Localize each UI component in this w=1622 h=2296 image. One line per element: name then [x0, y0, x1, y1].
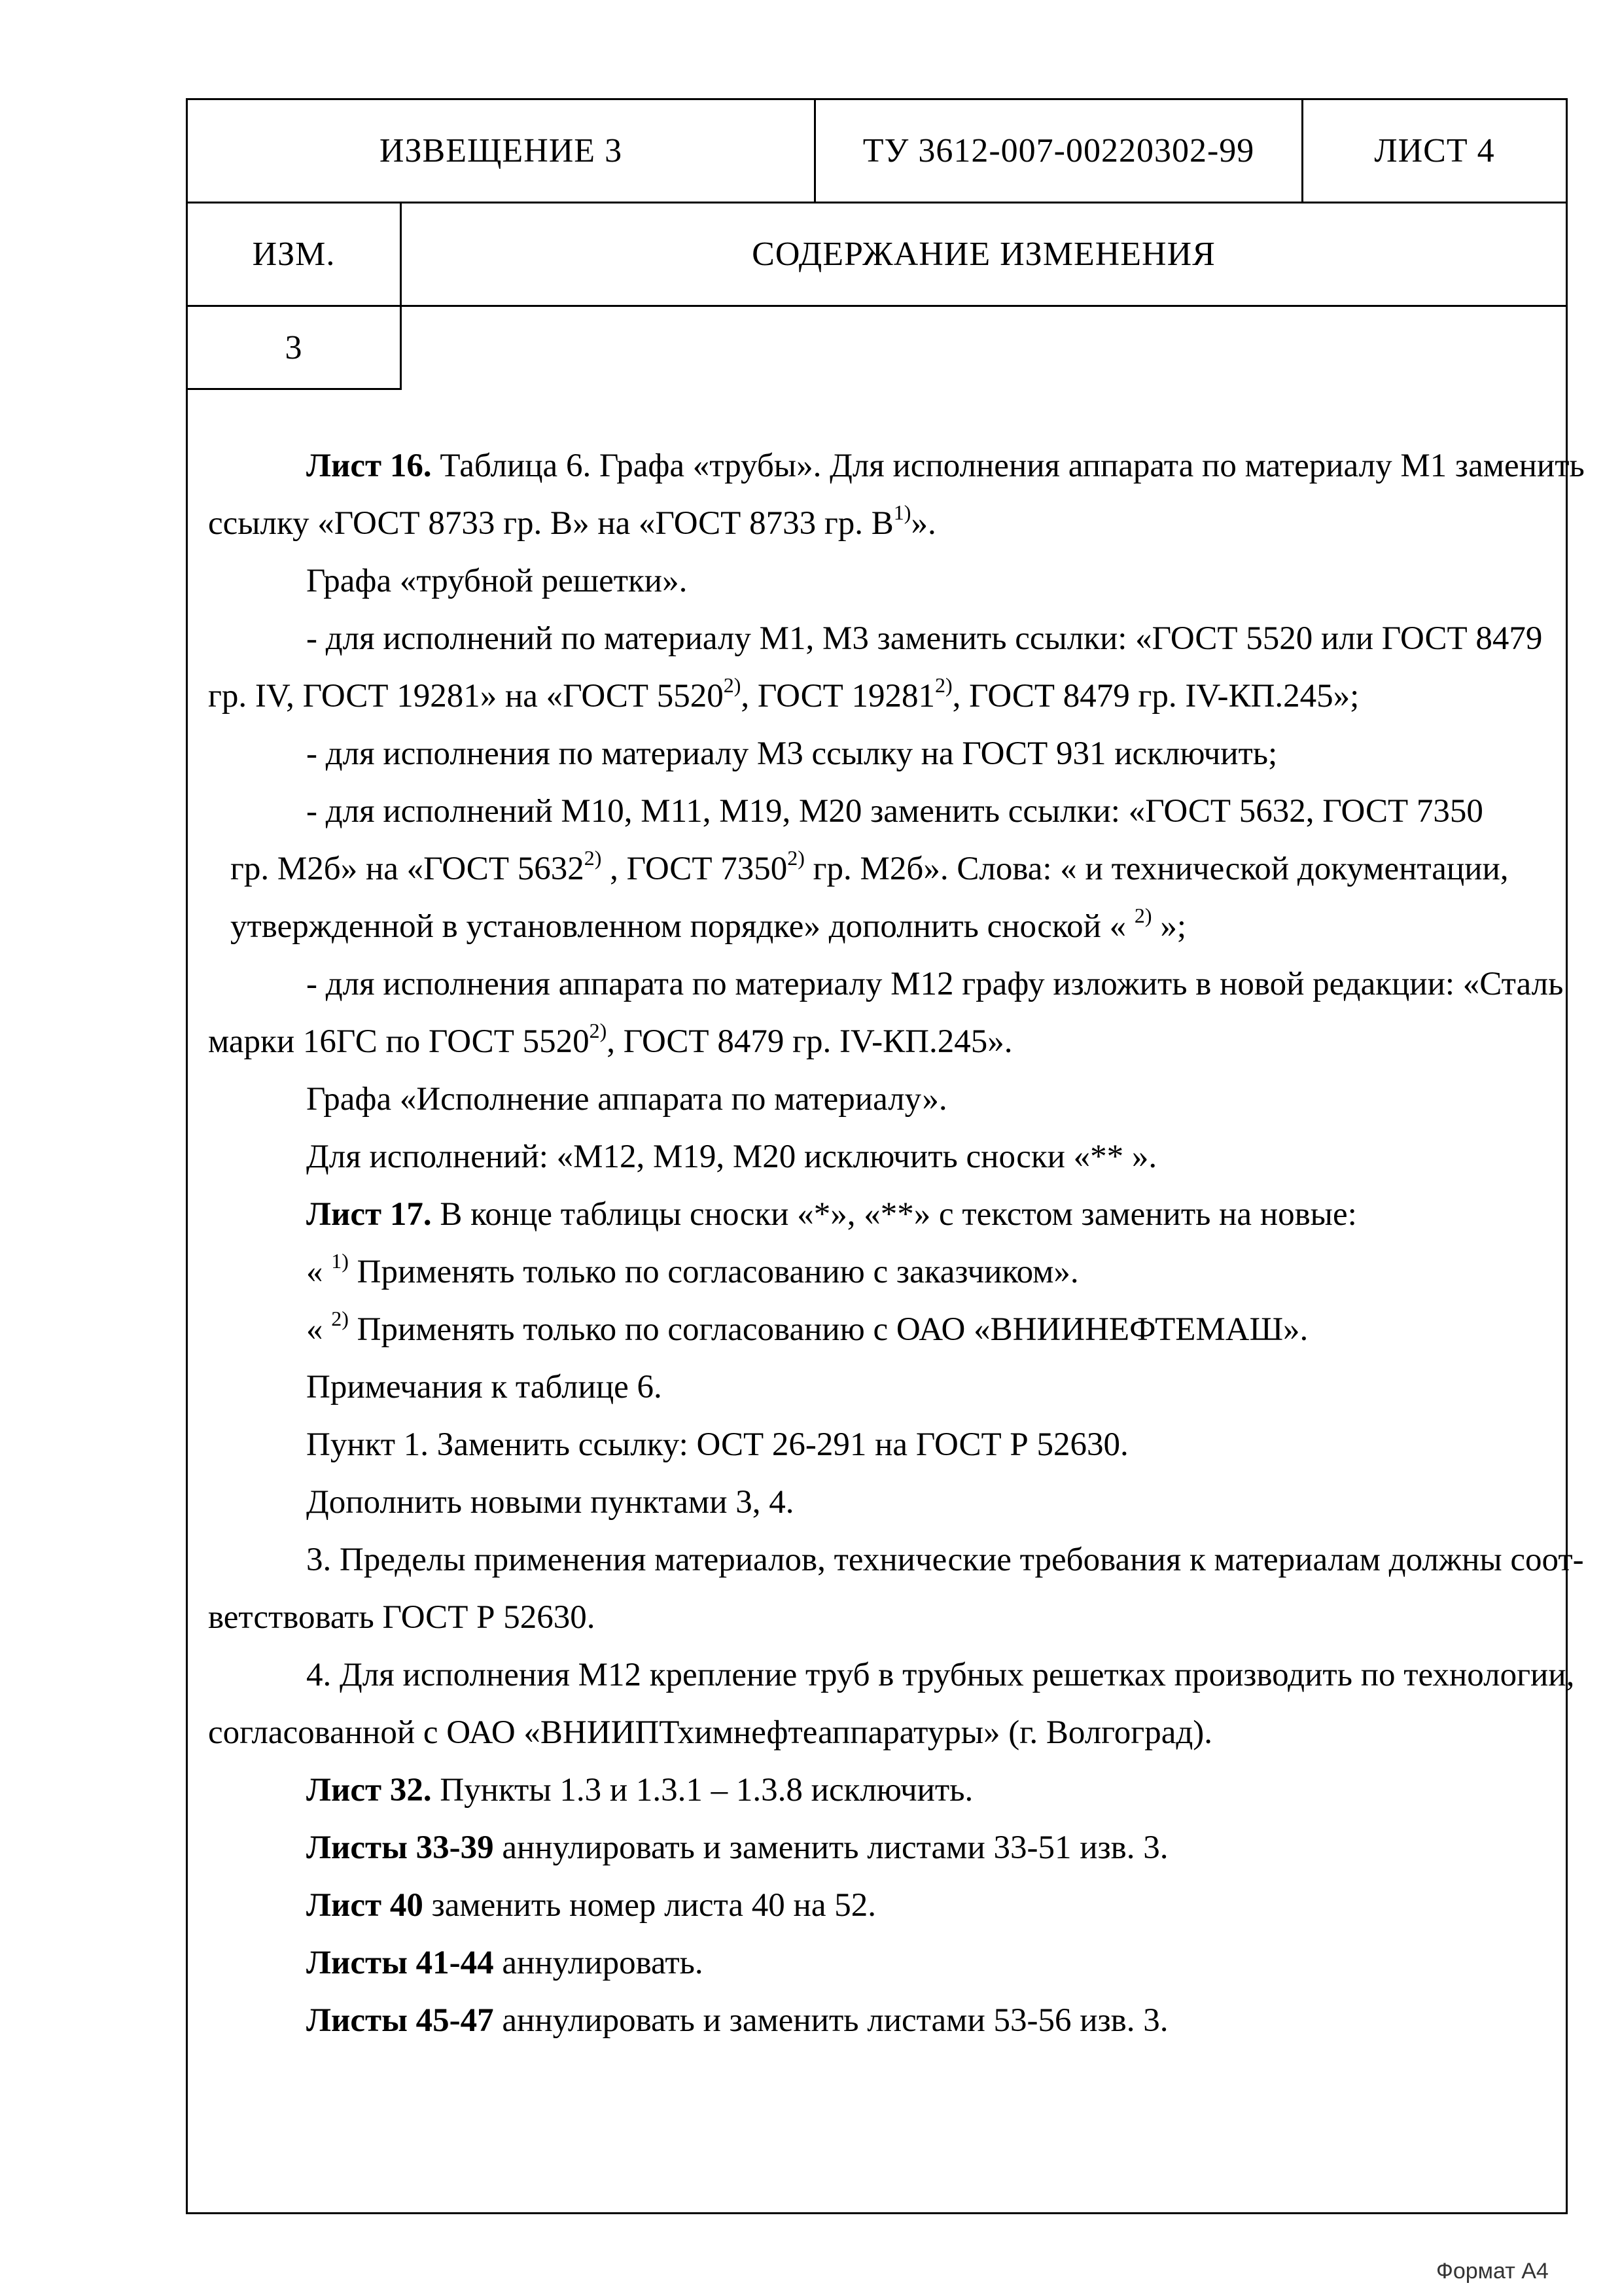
line [208, 667, 1556, 725]
text: , ГОСТ 8479 гр. IV-КП.245». [607, 1023, 1013, 1060]
sheet-ref: Листы 41-44 [306, 1945, 494, 1981]
sheet-ref: Листы 33-39 [306, 1829, 494, 1866]
sheet-number: ЛИСТ 4 [1374, 132, 1495, 169]
line-sheet17 [208, 1186, 1556, 1243]
text: Применять только по согласованию с заказчиком». [348, 1254, 1079, 1290]
line: 4. Для исполнения М12 крепление труб в трубных решетках производить по технологии, [306, 1657, 1575, 1693]
footnote-mark: 2) [331, 1307, 349, 1330]
text: аннулировать и заменить листами 53-56 изв. 3. [493, 2002, 1169, 2039]
footnote-mark: 1) [331, 1249, 349, 1273]
line: Примечания к таблице 6. [306, 1369, 662, 1405]
text: гр. М2б» на «ГОСТ 5632 [230, 851, 584, 887]
line-sheet32 [208, 1761, 1556, 1819]
text: аннулировать. [493, 1945, 703, 1981]
sheet-ref: Лист 40 [306, 1887, 423, 1924]
footnote-mark: 2) [787, 846, 805, 870]
text: Применять только по согласованию с ОАО «ВНИИНЕФТЕМАШ». [348, 1311, 1309, 1348]
sheet-ref: Лист 16. [306, 448, 432, 484]
page-format-label: Формат А4 [1436, 2259, 1549, 2284]
footnote-mark: 2) [723, 673, 741, 697]
footnote-mark: 2) [589, 1019, 607, 1042]
line: Графа «трубной решетки». [306, 563, 688, 599]
line-sheets33-39 [208, 1819, 1556, 1877]
line: согласованной с ОАО «ВНИИПТхимнефтеаппаратуры» (г. Волгоград). [208, 1714, 1213, 1751]
text: »; [1152, 908, 1186, 945]
sheet-ref: Лист 32. [306, 1772, 432, 1809]
line-sheets45-47 [208, 1992, 1556, 2049]
text: гр. М2б». Слова: « и технической документации, [804, 851, 1509, 887]
line: Графа «Исполнение аппарата по материалу». [306, 1081, 947, 1118]
line: ветствовать ГОСТ Р 52630. [208, 1599, 595, 1636]
line [208, 1301, 1556, 1358]
footnote-mark: 1) [893, 501, 911, 524]
content-heading: СОДЕРЖАНИЕ ИЗМЕНЕНИЯ [752, 236, 1216, 273]
sheet-ref: Листы 45-47 [306, 2002, 494, 2039]
notice-title: ИЗВЕЩЕНИЕ 3 [379, 132, 623, 169]
text: , ГОСТ 19281 [741, 678, 936, 715]
text: « [306, 1254, 332, 1290]
line [208, 840, 1556, 898]
line: - для исполнений М10, М11, М19, М20 заменить ссылки: «ГОСТ 5632, ГОСТ 7350 [306, 793, 1483, 830]
text: В конце таблицы сноски «*», «**» с текстом заменить на новые: [431, 1196, 1357, 1233]
text: аннулировать и заменить листами 33-51 изв. 3. [493, 1829, 1169, 1866]
footnote-mark: 2) [584, 846, 602, 870]
line: - для исполнения по материалу М3 ссылку на ГОСТ 931 исключить; [306, 735, 1278, 772]
line: Для исполнений: «М12, М19, М20 исключить сноски «** ». [306, 1139, 1157, 1175]
revision-label: ИЗМ. [252, 236, 336, 273]
line: - для исполнения аппарата по материалу М12 графу изложить в новой редакции: «Сталь [306, 966, 1564, 1002]
text: , ГОСТ 8479 гр. IV-КП.245»; [952, 678, 1360, 715]
text: Таблица 6. Графа «трубы». Для исполнения аппарата по материалу М1 заменить [431, 448, 1585, 484]
text: марки 16ГС по ГОСТ 5520 [208, 1023, 590, 1060]
line: 3. Пределы применения материалов, технические требования к материалам должны соот- [306, 1542, 1584, 1578]
footnote-mark: 2) [935, 673, 953, 697]
line: Дополнить новыми пунктами 3, 4. [306, 1484, 794, 1521]
line [208, 898, 1556, 955]
sheet-ref: Лист 17. [306, 1196, 432, 1233]
line [208, 1243, 1556, 1301]
text: , ГОСТ 7350 [601, 851, 788, 887]
text: « [306, 1311, 332, 1348]
change-content [208, 437, 1585, 2049]
document-code: ТУ 3612-007-00220302-99 [862, 132, 1255, 169]
line: - для исполнений по материалу М1, М3 заменить ссылки: «ГОСТ 5520 или ГОСТ 8479 [306, 620, 1543, 657]
line-sheets41-44 [208, 1934, 1556, 1992]
line-sheet40 [208, 1877, 1556, 1934]
text: Пункты 1.3 и 1.3.1 – 1.3.8 исключить. [431, 1772, 974, 1809]
line [208, 1013, 1556, 1070]
text: ». [911, 505, 936, 542]
line: Пункт 1. Заменить ссылку: ОСТ 26-291 на ГОСТ Р 52630. [306, 1426, 1129, 1463]
text: ссылку «ГОСТ 8733 гр. В» на «ГОСТ 8733 гр. В [208, 505, 894, 542]
text: гр. IV, ГОСТ 19281» на «ГОСТ 5520 [208, 678, 724, 715]
text: утвержденной в установленном порядке» дополнить сноской « [230, 908, 1135, 945]
footnote-mark: 2) [1134, 904, 1152, 927]
revision-number: 3 [285, 328, 303, 366]
rev-cell-bottom [186, 388, 402, 390]
line-sheet16 [208, 437, 1585, 495]
line [208, 495, 1556, 552]
text: заменить номер листа 40 на 52. [423, 1887, 876, 1924]
